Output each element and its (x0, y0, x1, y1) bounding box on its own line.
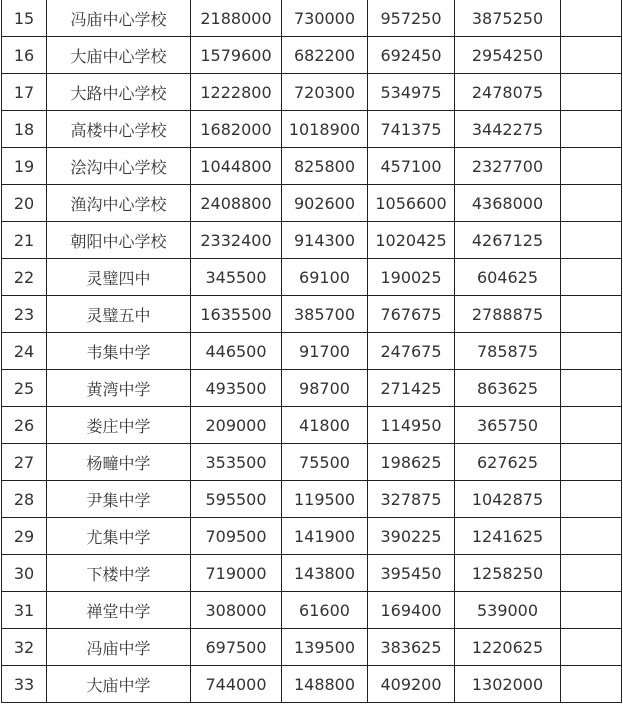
amount-c-cell: 457100 (368, 148, 455, 185)
amount-b-cell: 720300 (282, 74, 368, 111)
amount-c-cell: 1020425 (368, 222, 455, 259)
amount-a-cell: 446500 (191, 333, 282, 370)
table-row (2, 259, 622, 296)
total-cell: 1042875 (455, 481, 561, 518)
amount-c-cell: 957250 (368, 0, 455, 37)
remark-cell (561, 407, 622, 444)
amount-b-cell: 41800 (282, 407, 368, 444)
school-name-cell: 大庙中学 (47, 666, 191, 703)
amount-c-cell: 395450 (368, 555, 455, 592)
school-name-cell: 尤集中学 (47, 518, 191, 555)
amount-a-cell: 345500 (191, 259, 282, 296)
school-name-cell: 禅堂中学 (47, 592, 191, 629)
school-name-cell: 灵璧四中 (47, 259, 191, 296)
amount-a-cell: 719000 (191, 555, 282, 592)
remark-cell (561, 518, 622, 555)
school-name-cell: 灵璧五中 (47, 296, 191, 333)
total-cell: 604625 (455, 259, 561, 296)
amount-b-cell: 69100 (282, 259, 368, 296)
amount-b-cell: 98700 (282, 370, 368, 407)
table-row (2, 333, 622, 370)
row-number-cell: 25 (2, 370, 47, 407)
amount-a-cell: 1682000 (191, 111, 282, 148)
amount-b-cell: 75500 (282, 444, 368, 481)
amount-a-cell: 595500 (191, 481, 282, 518)
row-number-cell: 17 (2, 74, 47, 111)
remark-cell (561, 259, 622, 296)
remark-cell (561, 555, 622, 592)
amount-c-cell: 247675 (368, 333, 455, 370)
school-name-cell: 韦集中学 (47, 333, 191, 370)
remark-cell (561, 592, 622, 629)
remark-cell (561, 185, 622, 222)
remark-cell (561, 333, 622, 370)
amount-a-cell: 2188000 (191, 0, 282, 37)
total-cell: 539000 (455, 592, 561, 629)
total-cell: 2327700 (455, 148, 561, 185)
school-name-cell: 大路中心学校 (47, 74, 191, 111)
table-row (2, 111, 622, 148)
amount-a-cell: 2332400 (191, 222, 282, 259)
total-cell: 627625 (455, 444, 561, 481)
total-cell: 2788875 (455, 296, 561, 333)
amount-b-cell: 141900 (282, 518, 368, 555)
school-name-cell: 冯庙中学 (47, 629, 191, 666)
school-name-cell: 高楼中心学校 (47, 111, 191, 148)
school-name-cell: 大庙中心学校 (47, 37, 191, 74)
total-cell: 4267125 (455, 222, 561, 259)
row-number-cell: 33 (2, 666, 47, 703)
total-cell: 863625 (455, 370, 561, 407)
amount-c-cell: 534975 (368, 74, 455, 111)
total-cell: 3442275 (455, 111, 561, 148)
amount-c-cell: 692450 (368, 37, 455, 74)
amount-a-cell: 744000 (191, 666, 282, 703)
table-row (2, 481, 622, 518)
table-row (2, 518, 622, 555)
row-number-cell: 32 (2, 629, 47, 666)
amount-c-cell: 409200 (368, 666, 455, 703)
remark-cell (561, 0, 622, 37)
amount-c-cell: 390225 (368, 518, 455, 555)
row-number-cell: 31 (2, 592, 47, 629)
row-number-cell: 24 (2, 333, 47, 370)
amount-a-cell: 1635500 (191, 296, 282, 333)
row-number-cell: 20 (2, 185, 47, 222)
row-number-cell: 29 (2, 518, 47, 555)
table-row (2, 222, 622, 259)
amount-c-cell: 114950 (368, 407, 455, 444)
school-name-cell: 朝阳中心学校 (47, 222, 191, 259)
table-row (2, 74, 622, 111)
amount-b-cell: 385700 (282, 296, 368, 333)
amount-c-cell: 169400 (368, 592, 455, 629)
row-number-cell: 18 (2, 111, 47, 148)
amount-b-cell: 139500 (282, 629, 368, 666)
amount-b-cell: 91700 (282, 333, 368, 370)
remark-cell (561, 444, 622, 481)
remark-cell (561, 74, 622, 111)
table-row (2, 666, 622, 703)
total-cell: 1241625 (455, 518, 561, 555)
table-row (2, 0, 622, 37)
total-cell: 365750 (455, 407, 561, 444)
row-number-cell: 21 (2, 222, 47, 259)
amount-b-cell: 148800 (282, 666, 368, 703)
amount-b-cell: 143800 (282, 555, 368, 592)
amount-a-cell: 697500 (191, 629, 282, 666)
school-name-cell: 杨疃中学 (47, 444, 191, 481)
remark-cell (561, 37, 622, 74)
school-name-cell: 浍沟中心学校 (47, 148, 191, 185)
table-row (2, 185, 622, 222)
school-name-cell: 娄庄中学 (47, 407, 191, 444)
remark-cell (561, 148, 622, 185)
table-row (2, 444, 622, 481)
amount-c-cell: 271425 (368, 370, 455, 407)
total-cell: 3875250 (455, 0, 561, 37)
amount-b-cell: 119500 (282, 481, 368, 518)
total-cell: 1302000 (455, 666, 561, 703)
table-row (2, 148, 622, 185)
remark-cell (561, 481, 622, 518)
table-row (2, 555, 622, 592)
table-row (2, 629, 622, 666)
amount-a-cell: 709500 (191, 518, 282, 555)
amount-b-cell: 914300 (282, 222, 368, 259)
table-body (2, 0, 622, 703)
amount-c-cell: 767675 (368, 296, 455, 333)
remark-cell (561, 629, 622, 666)
remark-cell (561, 370, 622, 407)
amount-b-cell: 825800 (282, 148, 368, 185)
school-name-cell: 冯庙中心学校 (47, 0, 191, 37)
amount-a-cell: 1044800 (191, 148, 282, 185)
amount-c-cell: 383625 (368, 629, 455, 666)
row-number-cell: 27 (2, 444, 47, 481)
row-number-cell: 26 (2, 407, 47, 444)
amount-a-cell: 308000 (191, 592, 282, 629)
total-cell: 4368000 (455, 185, 561, 222)
amount-a-cell: 353500 (191, 444, 282, 481)
row-number-cell: 30 (2, 555, 47, 592)
total-cell: 2478075 (455, 74, 561, 111)
row-number-cell: 28 (2, 481, 47, 518)
remark-cell (561, 666, 622, 703)
table-row (2, 370, 622, 407)
amount-b-cell: 730000 (282, 0, 368, 37)
amount-a-cell: 1222800 (191, 74, 282, 111)
total-cell: 2954250 (455, 37, 561, 74)
school-name-cell: 尹集中学 (47, 481, 191, 518)
table-row (2, 592, 622, 629)
remark-cell (561, 296, 622, 333)
amount-b-cell: 61600 (282, 592, 368, 629)
amount-a-cell: 2408800 (191, 185, 282, 222)
amount-c-cell: 327875 (368, 481, 455, 518)
total-cell: 785875 (455, 333, 561, 370)
amount-a-cell: 1579600 (191, 37, 282, 74)
table-row (2, 296, 622, 333)
table-row (2, 37, 622, 74)
school-name-cell: 黄湾中学 (47, 370, 191, 407)
amount-a-cell: 209000 (191, 407, 282, 444)
amount-a-cell: 493500 (191, 370, 282, 407)
amount-c-cell: 741375 (368, 111, 455, 148)
row-number-cell: 22 (2, 259, 47, 296)
amount-c-cell: 198625 (368, 444, 455, 481)
amount-c-cell: 190025 (368, 259, 455, 296)
school-name-cell: 下楼中学 (47, 555, 191, 592)
remark-cell (561, 111, 622, 148)
total-cell: 1220625 (455, 629, 561, 666)
row-number-cell: 23 (2, 296, 47, 333)
funding-table (1, 0, 622, 703)
amount-b-cell: 1018900 (282, 111, 368, 148)
amount-b-cell: 682200 (282, 37, 368, 74)
row-number-cell: 15 (2, 0, 47, 37)
amount-b-cell: 902600 (282, 185, 368, 222)
total-cell: 1258250 (455, 555, 561, 592)
row-number-cell: 19 (2, 148, 47, 185)
remark-cell (561, 222, 622, 259)
row-number-cell: 16 (2, 37, 47, 74)
school-name-cell: 渔沟中心学校 (47, 185, 191, 222)
amount-c-cell: 1056600 (368, 185, 455, 222)
table-row (2, 407, 622, 444)
